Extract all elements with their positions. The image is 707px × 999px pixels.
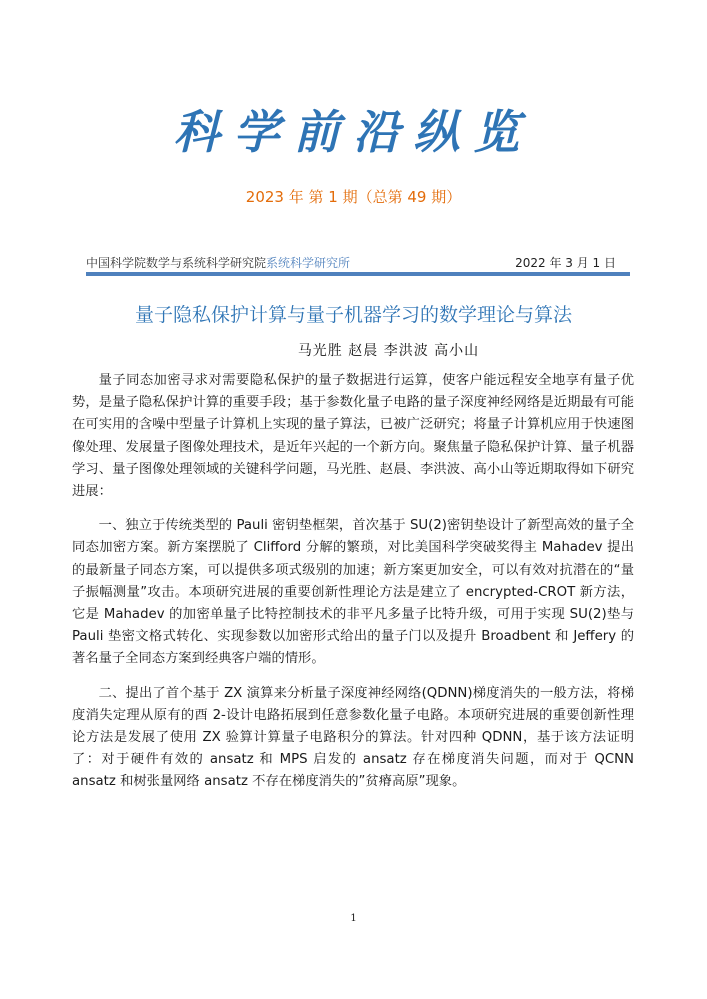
paragraph: 二、提出了首个基于 ZX 演算来分析量子深度神经网络(QDNN)梯度消失的一般方法，将梯度消失定理从原有的酉 2-设计电路拓展到任意参数化量子电路。本项研究进展的重要创新性理论方法是发展了使用 ZX 验算计算量子电路积分的算法。针对四种 QDNN，基于该方法证明了：对于硬件有效的 ansatz 和 MPS 启发的 ansatz 存在梯度消失问题，而对于 QCNN ansatz 和树张量网络 ansatz 不存在梯度消失的”贫瘠高原”现象。 — [72, 685, 634, 790]
organization-line — [86, 254, 632, 272]
article-title: 量子隐私保护计算与量子机器学习的数学理论与算法 — [134, 304, 572, 326]
header-rule — [86, 272, 630, 276]
article-authors: 马光胜 赵晨 李洪波 高小山 — [297, 343, 480, 359]
article-body — [72, 370, 634, 806]
paragraph: 一、独立于传统类型的 Pauli 密钥垫框架，首次基于 SU(2)密钥垫设计了新型高效的量子全同态加密方案。新方案摆脱了 Clifford 分解的繁琐，对比美国科学突破奖得主 Mahadev 提出的最新量子同态方案，可以提供多项式级别的加速；新方案更加安全，可以有效对抗潜在的“量子振幅测量”攻击。本项研究进展的重要创新性理论方法是建立了 encrypted-CROT 新方法，它是 Mahadev 的加密单量子比特控制技术的非平凡多量子比特升级，可用于实现 SU(2)垫与 Pauli 垫密文格式转化、实现参数以加密形式给出的量子门以及提升 Broadbent 和 Jeffery 的著名量子全同态方案到经典客户端的情形。 — [72, 518, 634, 667]
issue-number: 2023 年 第 1 期（总第 49 期） — [245, 188, 462, 206]
page-number: 1 — [350, 913, 357, 924]
masthead-title: 科学前沿纵览 — [173, 105, 534, 159]
paragraph: 量子同态加密寻求对需要隐私保护的量子数据进行运算，使客户能远程安全地享有量子优势，是量子隐私保护计算的重要手段；基于参数化量子电路的量子深度神经网络是近期最有可能在可实用的含噪中型量子计算机上实现的量子算法，已被广泛研究；将量子计算机应用于快速图像处理、发展量子图像处理技术，是近年兴起的一个新方向。聚焦量子隐私保护计算、量子机器学习、量子图像处理领域的关键科学问题，马光胜、赵晨、李洪波、高小山等近期取得如下研究进展： — [72, 373, 634, 500]
publication-date: 2022 年 3 月 1 日 — [515, 256, 616, 270]
organization-name: 中国科学院数学与系统科学研究院 — [86, 256, 267, 270]
institute-name: 系统科学研究所 — [266, 256, 351, 270]
